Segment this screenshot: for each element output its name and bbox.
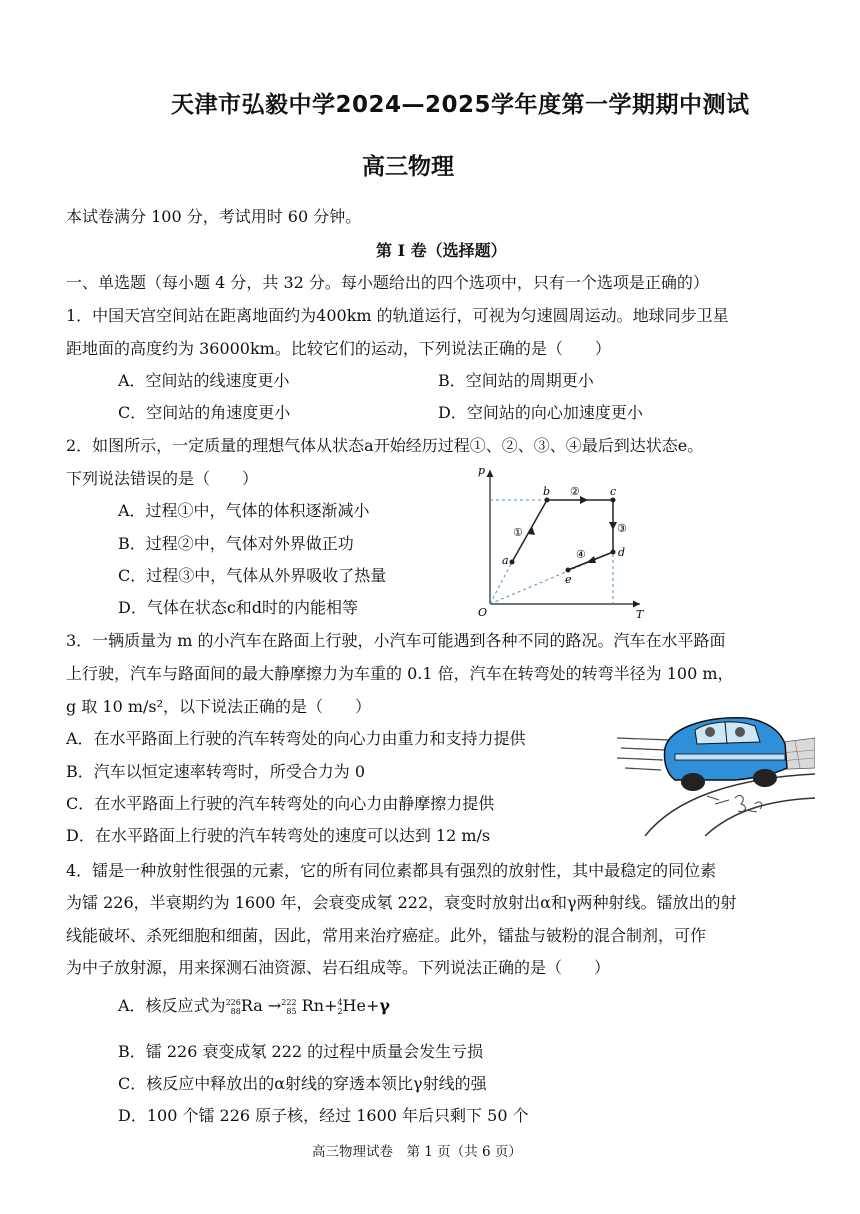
rn-atomic-number: 85 <box>286 1006 297 1016</box>
q4-option-c: C．核反应中释放出的α射线的穿透本领比γ射线的强 <box>118 1074 487 1093</box>
label-c: c <box>610 485 617 498</box>
label-e: e <box>565 573 572 586</box>
page-footer: 高三物理试卷 第 1 页（共 6 页） <box>312 1144 522 1160</box>
q4-line-4: 为中子放射源，用来探测石油资源、岩石组成等。下列说法正确的是（ ） <box>66 958 611 977</box>
q4-line-2: 为镭 226，半衰期约为 1600 年，会衰变成氡 222，衰变时放射出α和γ两种射线。镭放出的射 <box>66 893 737 912</box>
q3-line-1: 3．一辆质量为 m 的小汽车在路面上行驶，小汽车可能遇到各种不同的路况。汽车在水平路面 <box>66 631 726 650</box>
he-atomic-number: 2 <box>337 1006 343 1016</box>
label-d: d <box>618 546 626 559</box>
q3-option-c: C．在水平路面上行驶的汽车转弯处的向心力由静摩擦力提供 <box>66 794 495 813</box>
q2-line-1: 2．如图所示，一定质量的理想气体从状态a开始经历过程①、②、③、④最后到达状态e。 <box>66 436 704 455</box>
rn-symbol: Rn+ <box>301 996 338 1015</box>
label-b: b <box>543 485 551 498</box>
q1-option-c: C．空间站的角速度更小 <box>118 403 291 422</box>
exam-subtitle: 高三物理 <box>362 154 454 180</box>
q3-option-d: D．在水平路面上行驶的汽车转弯处的速度可以达到 12 m/s <box>66 826 491 845</box>
q1-line-1: 1．中国天宫空间站在距离地面约为400km 的轨道运行，可视为匀速圆周运动。地球同步卫星 <box>66 306 729 325</box>
q4-line-3: 线能破坏、杀死细胞和细菌，因此，常用来治疗癌症。此外，镭盐与铍粉的混合制剂，可作 <box>66 926 707 945</box>
point-c <box>611 498 616 503</box>
label-a: a <box>502 554 509 567</box>
ra-atomic-number: 88 <box>230 1006 241 1016</box>
q4-option-b: B．镭 226 衰变成氡 222 的过程中质量会发生亏损 <box>118 1042 484 1061</box>
q4-option-a-prefix: A．核反应式为 <box>118 996 226 1015</box>
ra-symbol: Ra <box>240 996 263 1015</box>
pt-diagram <box>470 462 650 622</box>
section-title: 第 I 卷（选择题） <box>376 241 507 260</box>
q2-option-a: A．过程①中，气体的体积逐渐减小 <box>118 501 370 520</box>
reaction-arrow: → <box>267 996 282 1015</box>
exam-title: 天津市弘毅中学2024—2025学年度第一学期期中测试 <box>171 92 750 118</box>
q3-option-a: A．在水平路面上行驶的汽车转弯处的向心力由重力和支持力提供 <box>66 729 526 748</box>
origin-label: O <box>478 606 488 619</box>
car-illustration <box>615 708 815 836</box>
q4-line-1: 4．镭是一种放射性很强的元素，它的所有同位素都具有强烈的放射性，其中最稳定的同位素 <box>66 861 717 880</box>
q1-line-2: 距地面的高度约为 36000km。比较它们的运动，下列说法正确的是（ ） <box>66 339 611 358</box>
q4-option-d: D．100 个镭 226 原子核，经过 1600 年后只剩下 50 个 <box>118 1106 529 1125</box>
q3-option-b: B．汽车以恒定速率转弯时，所受合力为 0 <box>66 762 366 781</box>
exam-intro: 本试卷满分 100 分，考试用时 60 分钟。 <box>66 207 362 226</box>
q2-option-c: C．过程③中，气体从外界吸收了热量 <box>118 566 387 585</box>
point-b <box>545 498 550 503</box>
rn-mass-number: 222 <box>281 997 297 1007</box>
q1-option-d: D．空间站的向心加速度更小 <box>438 403 643 422</box>
gamma-symbol: γ <box>379 996 390 1015</box>
he-mass-number: 4 <box>337 997 343 1007</box>
q2-line-2: 下列说法错误的是（ ） <box>66 469 259 488</box>
section-instructions: 一、单选题（每小题 4 分，共 32 分。每小题给出的四个选项中，只有一个选项是正确的） <box>66 273 709 292</box>
p-axis-label: p <box>478 464 486 477</box>
t-axis-label: T <box>636 608 644 621</box>
q1-option-a: A．空间站的线速度更小 <box>118 371 290 390</box>
rn-nuclide-indices <box>281 998 296 1016</box>
label-process-3: ③ <box>617 522 627 535</box>
point-d <box>611 550 616 555</box>
q4-option-a <box>118 996 390 1016</box>
label-process-1: ① <box>513 526 523 539</box>
point-a <box>510 560 515 565</box>
q3-line-2: 上行驶，汽车与路面间的最大静摩擦力为车重的 0.1 倍，汽车在转弯处的转弯半径为 100 m， <box>66 664 734 683</box>
ra-mass-number: 226 <box>225 997 241 1007</box>
ra-nuclide-indices <box>226 998 241 1016</box>
q2-option-d: D．气体在状态c和d时的内能相等 <box>118 598 359 617</box>
point-e <box>566 568 571 573</box>
q3-line-3: g 取 10 m/s²，以下说法正确的是（ ） <box>66 697 372 716</box>
label-process-2: ② <box>570 485 580 498</box>
q2-option-b: B．过程②中，气体对外界做正功 <box>118 534 354 553</box>
q1-option-b: B．空间站的周期更小 <box>438 371 594 390</box>
he-symbol: He+ <box>342 996 380 1015</box>
label-process-4: ④ <box>576 548 586 561</box>
